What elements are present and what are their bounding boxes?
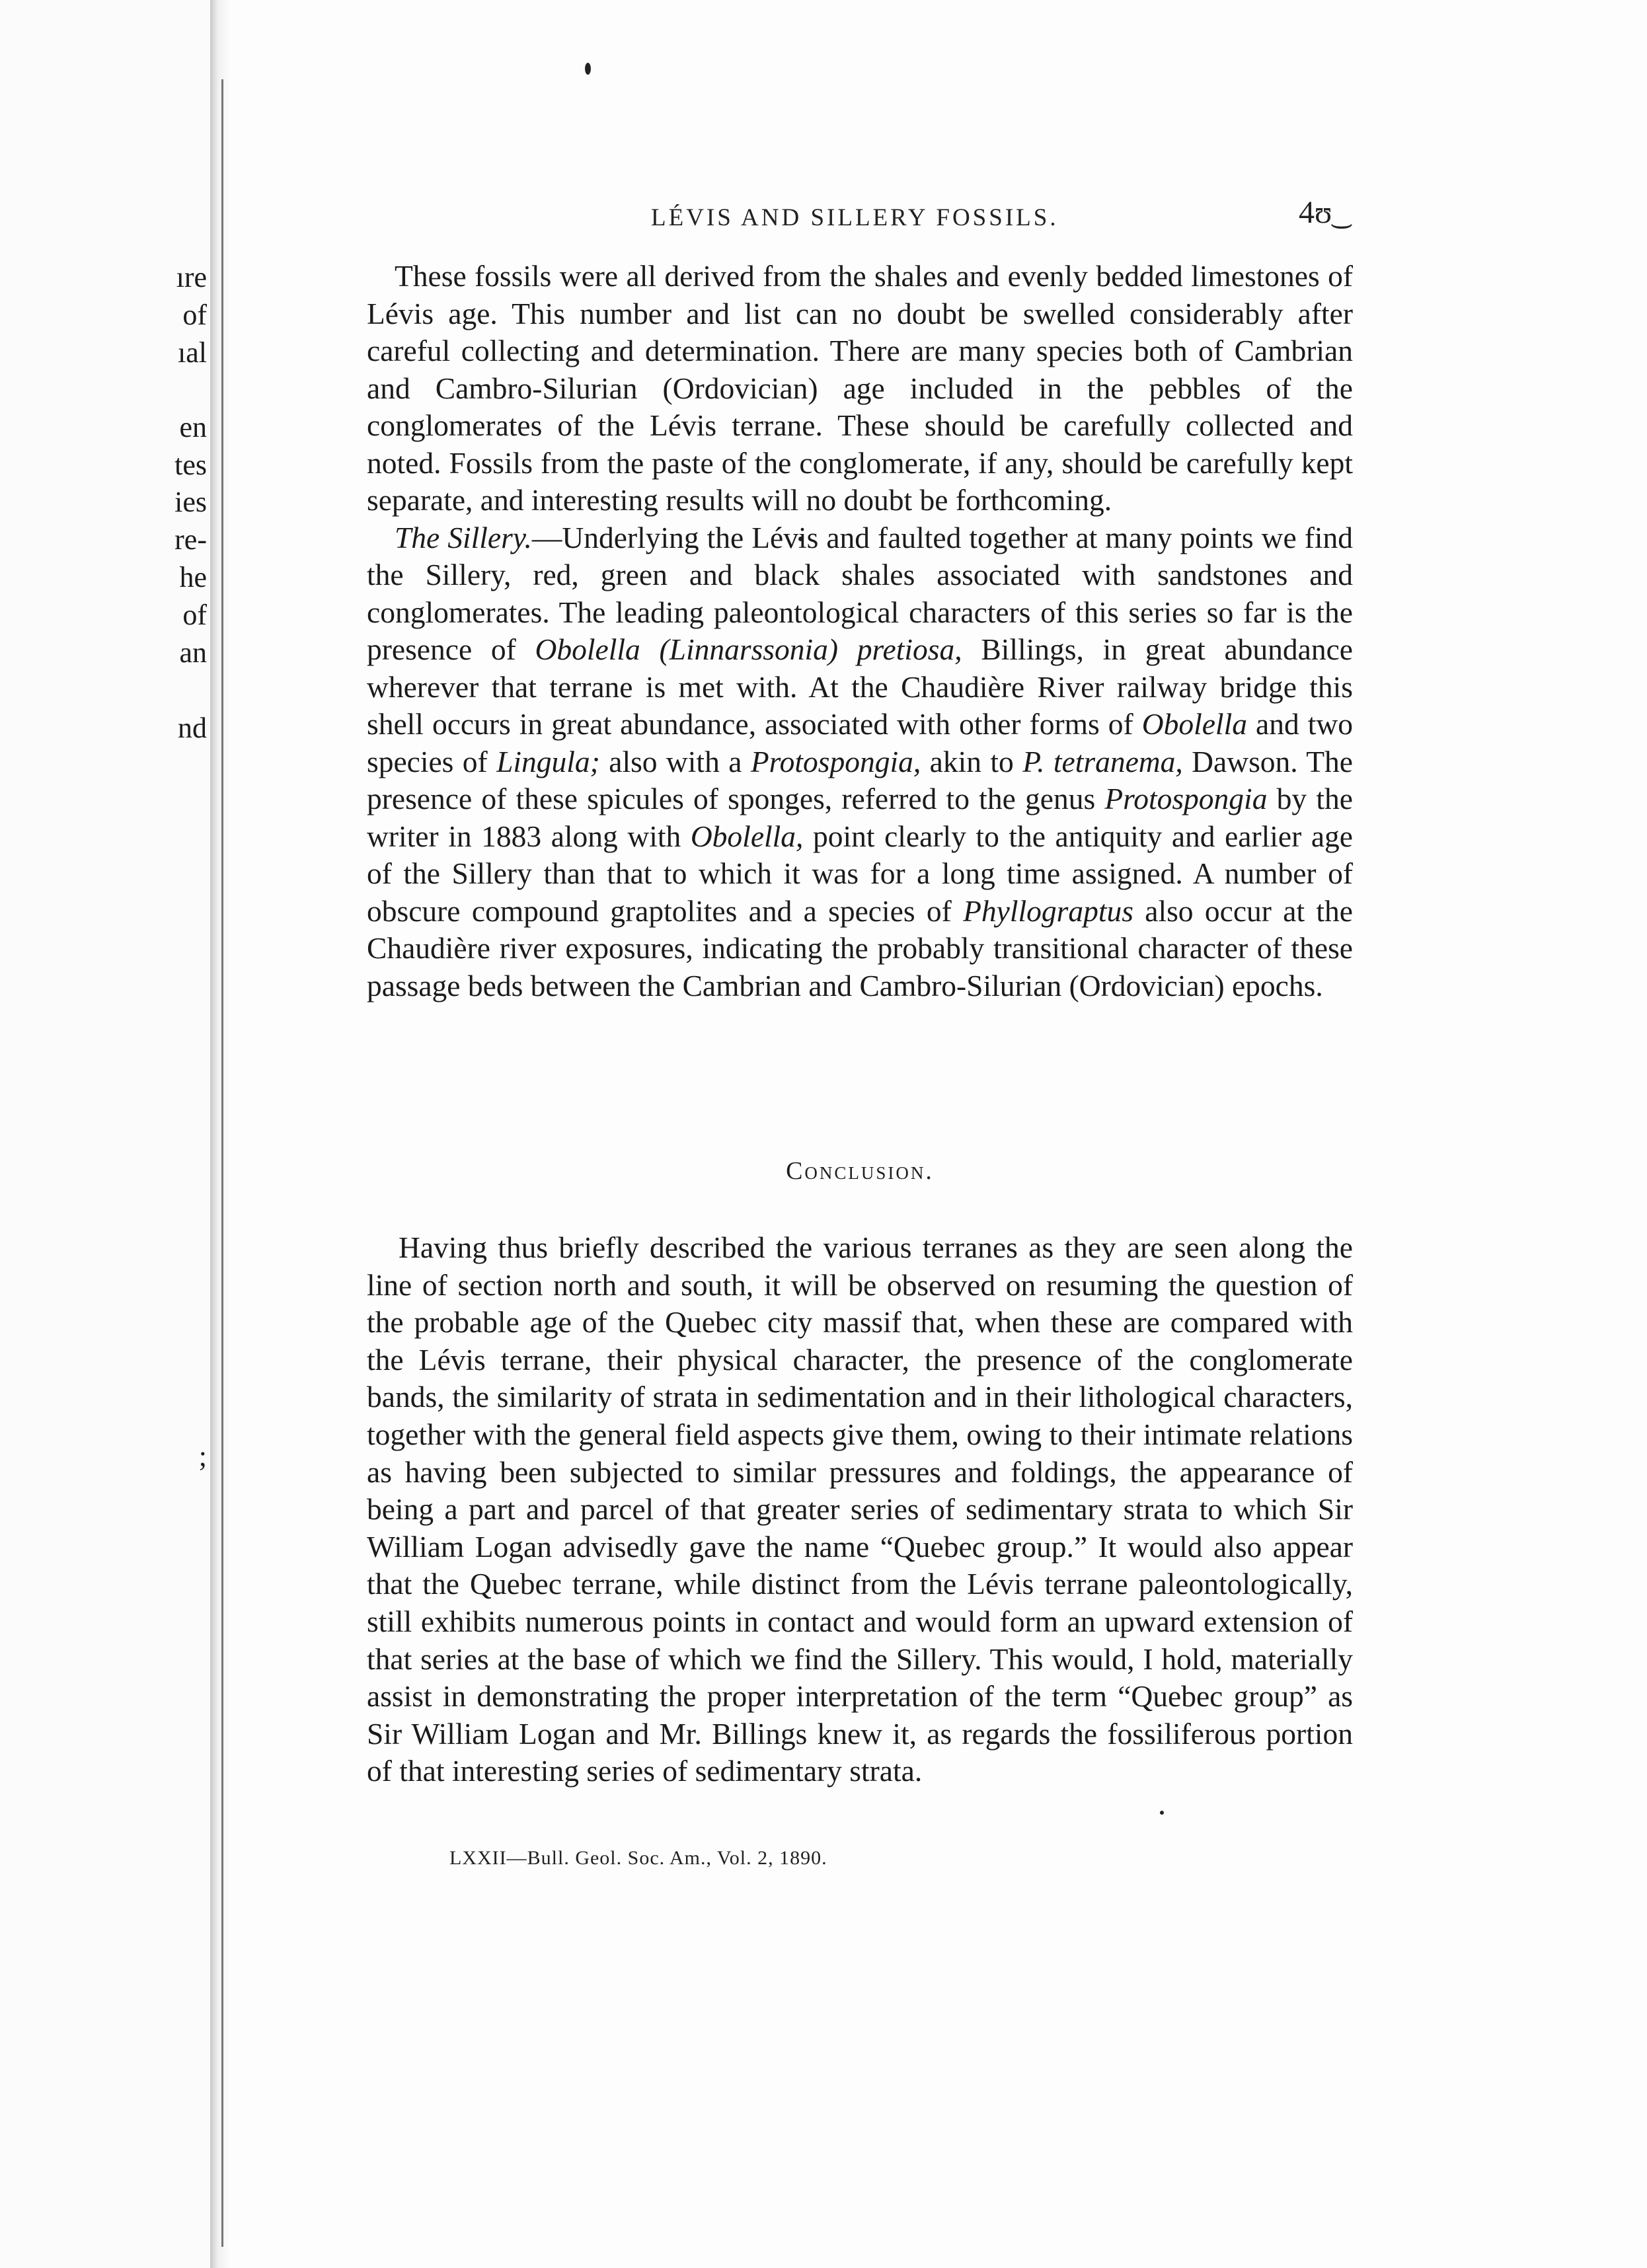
conclusion-text	[367, 1229, 1353, 1790]
paragraph-sillery	[367, 519, 1353, 1005]
taxon-name: Obolella	[1141, 707, 1247, 741]
left-fragment: ;	[198, 1440, 207, 1472]
gutter-shadow-line	[221, 79, 223, 2247]
ink-speck	[1160, 1811, 1164, 1815]
text-run: by the writer in 1883 along with	[367, 782, 1354, 853]
text-run: and two species of	[367, 707, 1353, 778]
left-fragment: of	[182, 599, 207, 631]
text-run: point clearly to the antiquity and earlier age of the Sillery than that to which it was for a long time assigned. A number of obscure compound graptolites and a species of	[367, 819, 1353, 928]
section-heading: Conclusion.	[786, 1157, 934, 1185]
taxon-name: Lingula;	[496, 744, 600, 778]
left-fragment: ıal	[178, 336, 207, 369]
left-fragment: ies	[174, 486, 207, 518]
left-fragment: of	[182, 299, 207, 331]
left-fragment: an	[179, 636, 207, 669]
taxon-name: P. tetranema,	[1022, 744, 1183, 778]
text-run: also occur at the Chaudière river exposures, indicating the probably transitional character of these passage beds between the Cambrian and Cambro-Silurian (Ordovician) epochs.	[367, 893, 1353, 1002]
taxon-name: Obolella (Linnarssonia) pretiosa,	[535, 632, 962, 666]
left-fragment: re-	[174, 523, 207, 556]
left-fragment: tes	[174, 449, 207, 481]
left-fragment: en	[179, 411, 207, 443]
taxon-name: Obolella,	[690, 819, 804, 853]
body-text	[367, 258, 1353, 1004]
left-fragment: ıre	[176, 261, 207, 293]
taxon-name: Phyllograptus	[963, 893, 1133, 928]
paragraph-fossils: These fossils were all derived from the shales and evenly bedded limestones of Lévis age. This number and list can no doubt be swelled considerably after careful collecting and determination. There are many species both of Cambrian and Cambro-Silurian (Ordovician) age included in the pebbles of the conglomerates of the Lévis terrane. These should be carefully collected and noted. Fossils from the paste of the conglomerate, if any, should be carefully kept separate, and interesting results will no doubt be forthcoming.	[367, 259, 1353, 517]
taxon-name: Protospongia,	[750, 744, 921, 778]
ink-speck	[585, 63, 591, 75]
footer-signature-line: LXXII—Bull. Geol. Soc. Am., Vol. 2, 1890.	[449, 1847, 827, 1869]
left-fragment: he	[179, 561, 207, 593]
running-head: LÉVIS AND SILLERY FOSSILS.	[651, 204, 1059, 231]
text-run: Billings, in great abundance wherever that terrane is met with. At the Chaudière River railway bridge this shell occurs in great abundance, associated with other forms of	[367, 632, 1353, 741]
text-run: Dawson. The presence of these spicules of sponges, referred to the genus	[367, 744, 1353, 815]
text-run: akin to	[921, 744, 1023, 778]
page-number: 4ʊ͜	[1299, 195, 1332, 230]
left-page-edge	[0, 0, 215, 2268]
left-fragment: nd	[178, 712, 207, 744]
taxon-name: Protospongia	[1104, 782, 1268, 815]
sillery-lead: The Sillery.	[395, 520, 532, 554]
text-run: also with a	[599, 744, 751, 778]
book-gutter	[210, 0, 230, 2268]
text-run: —Underlying the Lévis and faulted together at many points we find the Sillery, red, green and black shales associated with sandstones and conglomerates. The leading paleontological characters of this series so far is the presence of	[367, 520, 1354, 666]
paragraph-conclusion: Having thus briefly described the various terranes as they are seen along the line of section north and south, it will be observed on resuming the question of the probable age of the Quebec city massif that, when these are compared with the Lévis terrane, their physical character, the presence of the conglomerate bands, the similarity of strata in sedimentation and in their lithological characters, together with the general field aspects give them, owing to their intimate relations as having been subjected to similar pressures and foldings, the appearance of being a part and parcel of that greater series of sedimentary strata to which Sir William Logan advisedly gave the name “Quebec group.” It would also appear that the Quebec terrane, while distinct from the Lévis terrane paleontologically, still exhibits numerous points in contact and would form an upward extension of that series at the base of which we find the Sillery. This would, I hold, materially assist in demonstrating the proper interpretation of the term “Quebec group” as Sir William Logan and Mr. Billings knew it, as regards the fossiliferous portion of that interesting series of sedimentary strata.	[367, 1230, 1353, 1788]
